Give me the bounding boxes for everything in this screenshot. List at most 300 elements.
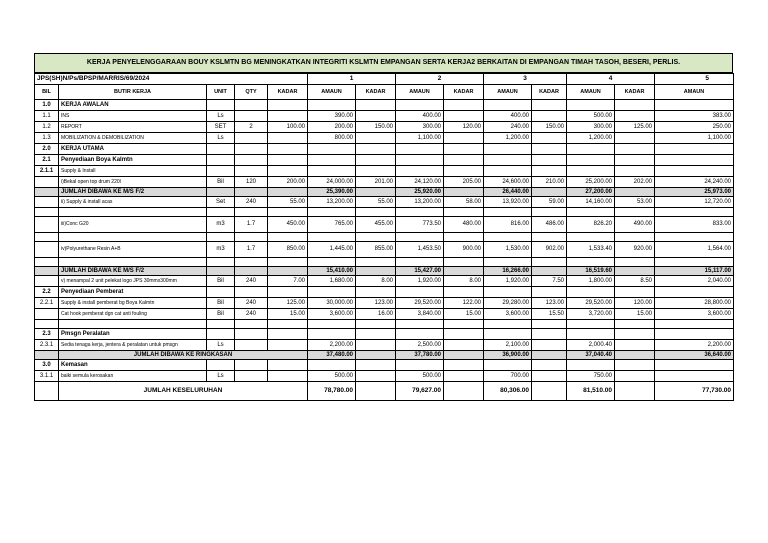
empty-cell	[444, 267, 484, 276]
section-row	[35, 329, 734, 340]
empty-cell	[655, 100, 734, 111]
empty-cell	[396, 166, 444, 177]
item-number: 2.1.1	[35, 166, 59, 177]
reference-number: JPS(SH)N/Ps/BPSP/MARRIS/69/2024	[35, 74, 308, 85]
bidder-2-amount: 24,120.00	[396, 177, 444, 188]
line-item-row	[35, 133, 734, 144]
empty-cell	[655, 155, 734, 166]
empty-cell	[532, 144, 567, 155]
empty-cell	[308, 329, 356, 340]
item-qty: 120	[235, 177, 268, 188]
bidder-3-rate: 120.00	[444, 122, 484, 133]
bidder-3-rate: 122.00	[444, 298, 484, 309]
empty-cell	[484, 233, 532, 242]
empty-cell	[207, 208, 235, 217]
bidder-4-rate	[532, 111, 567, 122]
empty-cell	[484, 144, 532, 155]
bidder-4-grand-total: 81,510.00	[567, 382, 615, 401]
empty-cell	[235, 100, 268, 111]
bidder-4-rate	[532, 340, 567, 351]
empty-cell	[444, 329, 484, 340]
empty-cell	[444, 188, 484, 197]
bidder-2-amount: 3,840.00	[396, 309, 444, 320]
bidder-2-rate: 8.00	[356, 276, 396, 287]
empty-cell	[235, 258, 268, 267]
empty-cell	[268, 287, 308, 298]
empty-cell	[356, 360, 396, 371]
empty-cell	[207, 258, 235, 267]
empty-cell	[444, 144, 484, 155]
bidder-3-rate: 8.00	[444, 276, 484, 287]
bidder-2-rate	[356, 371, 396, 382]
bidder-4-rate: 7.50	[532, 276, 567, 287]
bidder-3-grand-total: 80,306.00	[484, 382, 532, 401]
empty-cell	[235, 287, 268, 298]
item-qty	[235, 111, 268, 122]
bidder-3-rate	[444, 133, 484, 144]
bidder-5-rate: 15.00	[615, 309, 655, 320]
header-amaun: AMAUN	[484, 85, 532, 100]
bidder-2-amount: 29,520.00	[396, 298, 444, 309]
bidder-3-amount: 816.00	[484, 217, 532, 233]
item-number: 3.1.1	[35, 371, 59, 382]
bidder-2-amount: 773.50	[396, 217, 444, 233]
empty-cell	[444, 360, 484, 371]
reference-row	[35, 74, 734, 85]
empty-cell	[567, 155, 615, 166]
header-amaun: AMAUN	[655, 85, 734, 100]
empty-cell	[207, 100, 235, 111]
bidder-5-amount: 1,100.00	[655, 133, 734, 144]
empty-cell	[655, 320, 734, 329]
item-description: MOBILIZATION & DEMOBILIZATION	[59, 133, 207, 144]
item-description: v) menampal 2 unit pelekat logo JPS 30mmx300mm	[59, 276, 207, 287]
empty-cell	[59, 208, 207, 217]
header-kadar: KADAR	[615, 85, 655, 100]
empty-cell	[484, 100, 532, 111]
empty-cell	[532, 258, 567, 267]
bidder-4-amount: 1,533.40	[567, 242, 615, 258]
empty-cell	[396, 329, 444, 340]
empty-cell	[655, 233, 734, 242]
header-qty: QTY	[235, 85, 268, 100]
blank-row	[35, 233, 734, 242]
empty-cell	[444, 166, 484, 177]
bidder-5-rate: 125.00	[615, 122, 655, 133]
empty-cell	[567, 208, 615, 217]
bidder-1-rate	[268, 111, 308, 122]
item-description: Sedia tenaga kerja, jentera & peralatan untuk pmsgn	[59, 340, 207, 351]
bidder-4-rate: 59.00	[532, 197, 567, 208]
empty-cell	[532, 287, 567, 298]
bidder-3-amount: 1,200.00	[484, 133, 532, 144]
item-number: 2.0	[35, 144, 59, 155]
empty-cell	[35, 267, 59, 276]
bidder-3-rate: 480.00	[444, 217, 484, 233]
line-item-row	[35, 309, 734, 320]
bidder-3-rate: 58.00	[444, 197, 484, 208]
empty-cell	[532, 188, 567, 197]
bidder-3-rate: 15.00	[444, 309, 484, 320]
bidder-1-rate	[268, 133, 308, 144]
empty-cell	[396, 287, 444, 298]
summary-carry-row	[35, 351, 734, 360]
line-item-row	[35, 340, 734, 351]
empty-cell	[567, 233, 615, 242]
bidder-4-amount: 1,800.00	[567, 276, 615, 287]
empty-cell	[356, 233, 396, 242]
empty-cell	[308, 100, 356, 111]
empty-cell	[615, 258, 655, 267]
empty-cell	[207, 155, 235, 166]
bidder-3-rate	[444, 111, 484, 122]
bidder-5-amount: 3,600.00	[655, 309, 734, 320]
bidder-1-rate: 100.00	[268, 122, 308, 133]
empty-cell	[268, 320, 308, 329]
bidder-4-amount: 750.00	[567, 371, 615, 382]
item-description: i)Bekal open top drum 220l	[59, 177, 207, 188]
item-number: 1.2	[35, 122, 59, 133]
empty-cell	[35, 320, 59, 329]
empty-cell	[268, 144, 308, 155]
bidder-5-amount: 24,240.00	[655, 177, 734, 188]
empty-cell	[484, 360, 532, 371]
item-unit: Ls	[207, 133, 235, 144]
bidder-2-rate: 455.00	[356, 217, 396, 233]
bidder-3-amount: 13,920.00	[484, 197, 532, 208]
bidder-1-amount: 1,680.00	[308, 276, 356, 287]
bidder-3-amount: 2,100.00	[484, 340, 532, 351]
empty-cell	[356, 320, 396, 329]
bidder-5-grand-total: 77,730.00	[655, 382, 734, 401]
empty-cell	[532, 100, 567, 111]
empty-cell	[655, 166, 734, 177]
bidder-3-amount: 700.00	[484, 371, 532, 382]
item-number: 2.2	[35, 287, 59, 298]
bidder-2-subtotal: 37,780.00	[396, 351, 444, 360]
item-number	[35, 242, 59, 258]
bidder-4-label: 4	[567, 74, 655, 85]
section-title: KERJA AWALAN	[59, 100, 207, 111]
bidder-2-rate: 123.00	[356, 298, 396, 309]
bidder-2-subtotal: 25,920.00	[396, 188, 444, 197]
empty-cell	[567, 100, 615, 111]
bidder-1-rate	[268, 371, 308, 382]
empty-cell	[444, 233, 484, 242]
empty-cell	[615, 188, 655, 197]
empty-cell	[356, 188, 396, 197]
empty-cell	[615, 320, 655, 329]
empty-cell	[615, 155, 655, 166]
empty-cell	[444, 351, 484, 360]
bidder-5-rate	[615, 371, 655, 382]
section-title: Kemasan	[59, 360, 207, 371]
line-item-row	[35, 197, 734, 208]
empty-cell	[444, 287, 484, 298]
empty-cell	[35, 188, 59, 197]
bidder-4-amount: 2,000.40	[567, 340, 615, 351]
empty-cell	[356, 329, 396, 340]
price-comparison-table	[34, 73, 734, 401]
empty-cell	[615, 267, 655, 276]
empty-cell	[615, 144, 655, 155]
grand-total-row	[35, 382, 734, 401]
bidder-4-amount: 1,200.00	[567, 133, 615, 144]
bidder-2-rate	[356, 340, 396, 351]
bidder-4-rate: 150.00	[532, 122, 567, 133]
item-qty: 1.7	[235, 217, 268, 233]
item-number	[35, 177, 59, 188]
column-header-row	[35, 85, 734, 100]
bidder-5-rate: 202.00	[615, 177, 655, 188]
bidder-1-rate	[268, 340, 308, 351]
empty-cell	[532, 351, 567, 360]
bidder-5-subtotal: 15,117.00	[655, 267, 734, 276]
bidder-4-rate: 902.00	[532, 242, 567, 258]
empty-cell	[356, 382, 396, 401]
empty-cell	[268, 329, 308, 340]
empty-cell	[396, 144, 444, 155]
bidder-1-amount: 800.00	[308, 133, 356, 144]
empty-cell	[396, 258, 444, 267]
item-unit: Bil	[207, 298, 235, 309]
blank-row	[35, 320, 734, 329]
bidder-1-amount: 765.00	[308, 217, 356, 233]
item-description: Cat hook pemberat dgn cat anti fouling	[59, 309, 207, 320]
empty-cell	[59, 320, 207, 329]
empty-cell	[532, 233, 567, 242]
section-row	[35, 287, 734, 298]
section-row	[35, 144, 734, 155]
empty-cell	[532, 155, 567, 166]
empty-cell	[308, 320, 356, 329]
bidder-3-label: 3	[484, 74, 567, 85]
bidder-3-subtotal: 16,266.00	[484, 267, 532, 276]
item-unit: Bil	[207, 177, 235, 188]
bidder-2-amount: 300.00	[396, 122, 444, 133]
empty-cell	[308, 233, 356, 242]
empty-cell	[532, 267, 567, 276]
bidder-1-subtotal: 15,410.00	[308, 267, 356, 276]
blank-row	[35, 258, 734, 267]
item-description: iv)Polyurethane Resin A+B	[59, 242, 207, 258]
section-title: Supply & Install	[59, 166, 207, 177]
bidder-2-rate	[356, 133, 396, 144]
empty-cell	[484, 258, 532, 267]
item-number	[35, 217, 59, 233]
bidder-5-rate	[615, 111, 655, 122]
item-number	[35, 309, 59, 320]
bidder-4-rate: 486.00	[532, 217, 567, 233]
empty-cell	[356, 100, 396, 111]
item-description: iii)Conc G20	[59, 217, 207, 233]
empty-cell	[207, 166, 235, 177]
item-qty	[235, 340, 268, 351]
header-kadar: KADAR	[356, 85, 396, 100]
empty-cell	[268, 100, 308, 111]
section-row	[35, 360, 734, 371]
empty-cell	[567, 329, 615, 340]
bidder-3-amount: 1,920.00	[484, 276, 532, 287]
bidder-4-amount: 14,160.00	[567, 197, 615, 208]
empty-cell	[268, 267, 308, 276]
empty-cell	[484, 155, 532, 166]
section-row	[35, 155, 734, 166]
empty-cell	[655, 287, 734, 298]
bidder-5-rate: 120.00	[615, 298, 655, 309]
bidder-2-rate	[356, 111, 396, 122]
item-number: 2.3	[35, 329, 59, 340]
item-unit: Bil	[207, 276, 235, 287]
section-title: KERJA UTAMA	[59, 144, 207, 155]
bidder-3-rate	[444, 340, 484, 351]
item-unit: Set	[207, 197, 235, 208]
empty-cell	[396, 233, 444, 242]
empty-cell	[444, 382, 484, 401]
empty-cell	[396, 100, 444, 111]
item-description: Supply & install pemberat bg Boya Kalmtn	[59, 298, 207, 309]
empty-cell	[59, 258, 207, 267]
empty-cell	[396, 320, 444, 329]
header-bil: BIL	[35, 85, 59, 100]
empty-cell	[484, 287, 532, 298]
bidder-4-rate	[532, 371, 567, 382]
bidder-1-rate: 7.00	[268, 276, 308, 287]
bidder-4-rate: 123.00	[532, 298, 567, 309]
bidder-4-amount: 300.00	[567, 122, 615, 133]
empty-cell	[207, 360, 235, 371]
line-item-row	[35, 298, 734, 309]
bidder-2-amount: 400.00	[396, 111, 444, 122]
empty-cell	[615, 100, 655, 111]
bidder-1-amount: 24,000.00	[308, 177, 356, 188]
bidder-5-rate	[615, 340, 655, 351]
bidder-3-amount: 400.00	[484, 111, 532, 122]
empty-cell	[356, 287, 396, 298]
bidder-5-amount: 2,040.00	[655, 276, 734, 287]
empty-cell	[268, 155, 308, 166]
bidder-5-amount: 250.00	[655, 122, 734, 133]
bidder-1-rate: 125.00	[268, 298, 308, 309]
item-number	[35, 197, 59, 208]
empty-cell	[655, 144, 734, 155]
bidder-3-rate: 900.00	[444, 242, 484, 258]
bidder-2-rate: 855.00	[356, 242, 396, 258]
item-number: 2.2.1	[35, 298, 59, 309]
empty-cell	[444, 155, 484, 166]
item-description: ii) Supply & install acas	[59, 197, 207, 208]
item-unit: m3	[207, 217, 235, 233]
line-item-row	[35, 371, 734, 382]
bidder-4-amount: 29,520.00	[567, 298, 615, 309]
line-item-row	[35, 217, 734, 233]
empty-cell	[356, 155, 396, 166]
empty-cell	[207, 320, 235, 329]
line-item-row	[35, 122, 734, 133]
bidder-5-amount	[655, 371, 734, 382]
empty-cell	[308, 155, 356, 166]
empty-cell	[356, 208, 396, 217]
empty-cell	[35, 208, 59, 217]
bidder-5-amount: 383.00	[655, 111, 734, 122]
bidder-5-label: 5	[655, 74, 734, 85]
item-unit: m3	[207, 242, 235, 258]
header-kadar: KADAR	[444, 85, 484, 100]
header-kadar: KADAR	[532, 85, 567, 100]
item-qty: 240	[235, 309, 268, 320]
item-unit: Ls	[207, 111, 235, 122]
line-item-row	[35, 111, 734, 122]
bidder-5-rate: 490.00	[615, 217, 655, 233]
item-description: baiki semula kerosakan	[59, 371, 207, 382]
blank-row	[35, 208, 734, 217]
header-unit: UNIT	[207, 85, 235, 100]
item-number: 1.3	[35, 133, 59, 144]
item-qty: 240	[235, 197, 268, 208]
empty-cell	[532, 208, 567, 217]
carry-forward-label: JUMLAH DIBAWA KE M/S F/2	[59, 267, 207, 276]
empty-cell	[567, 360, 615, 371]
empty-cell	[207, 329, 235, 340]
empty-cell	[356, 267, 396, 276]
bidder-1-label: 1	[308, 74, 396, 85]
bidder-4-subtotal: 27,200.00	[567, 188, 615, 197]
header-butir-kerja: BUTIR KERJA	[59, 85, 207, 100]
bidder-5-amount: 833.00	[655, 217, 734, 233]
item-number: 3.0	[35, 360, 59, 371]
empty-cell	[532, 360, 567, 371]
bidder-2-label: 2	[396, 74, 484, 85]
item-number: 1.1	[35, 111, 59, 122]
bidder-5-subtotal: 25,973.00	[655, 188, 734, 197]
empty-cell	[268, 208, 308, 217]
empty-cell	[484, 208, 532, 217]
empty-cell	[356, 351, 396, 360]
bidder-5-rate: 53.00	[615, 197, 655, 208]
empty-cell	[567, 144, 615, 155]
empty-cell	[532, 166, 567, 177]
line-item-row	[35, 177, 734, 188]
bidder-4-subtotal: 37,040.40	[567, 351, 615, 360]
empty-cell	[207, 287, 235, 298]
item-qty: 240	[235, 298, 268, 309]
header-amaun: AMAUN	[308, 85, 356, 100]
header-kadar: KADAR	[268, 85, 308, 100]
item-description: REPORT	[59, 122, 207, 133]
empty-cell	[655, 208, 734, 217]
section-title: Pmsgn Peralatan	[59, 329, 207, 340]
empty-cell	[35, 258, 59, 267]
empty-cell	[484, 320, 532, 329]
bidder-1-amount: 1,445.00	[308, 242, 356, 258]
empty-cell	[615, 287, 655, 298]
bidder-1-rate: 850.00	[268, 242, 308, 258]
empty-cell	[655, 360, 734, 371]
bidder-3-amount: 3,600.00	[484, 309, 532, 320]
bidder-5-amount: 2,200.00	[655, 340, 734, 351]
item-qty	[235, 371, 268, 382]
bidder-3-amount: 1,530.00	[484, 242, 532, 258]
bidder-2-amount: 500.00	[396, 371, 444, 382]
empty-cell	[615, 166, 655, 177]
bidder-3-subtotal: 26,440.00	[484, 188, 532, 197]
bidder-2-subtotal: 15,427.00	[396, 267, 444, 276]
empty-cell	[444, 100, 484, 111]
empty-cell	[235, 360, 268, 371]
bidder-2-amount: 1,100.00	[396, 133, 444, 144]
bidder-1-amount: 3,600.00	[308, 309, 356, 320]
bidder-4-amount: 3,720.00	[567, 309, 615, 320]
